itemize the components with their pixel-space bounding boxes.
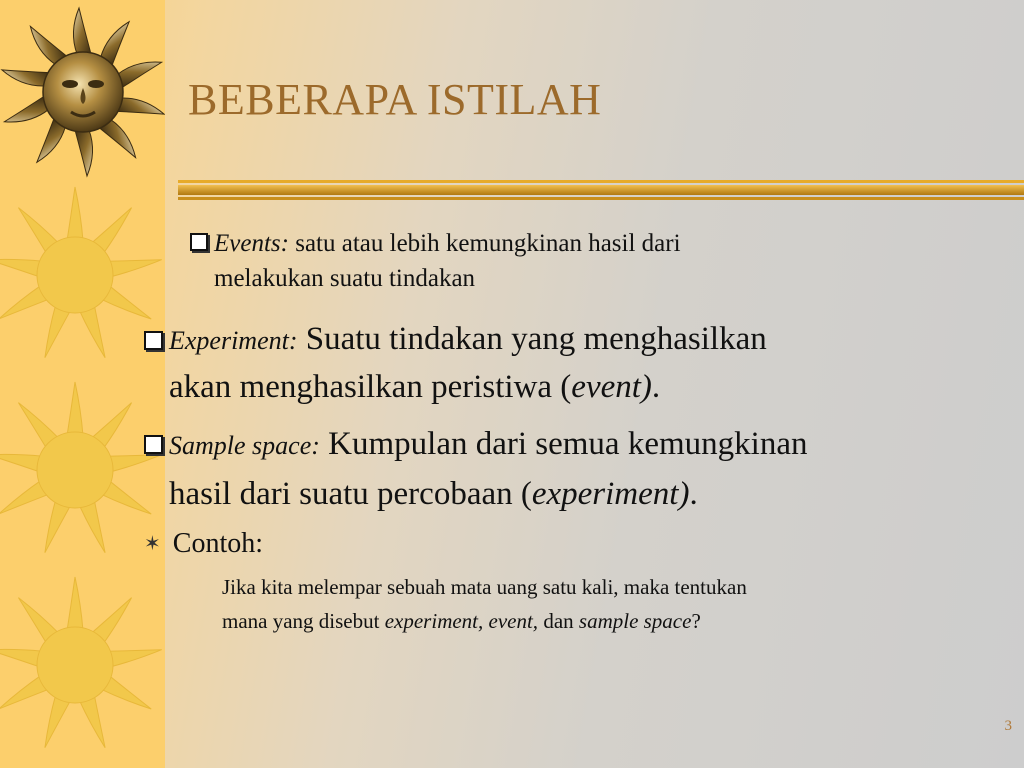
star-bullet-icon: ✶: [144, 533, 161, 555]
bullet-term: Events:: [214, 230, 289, 257]
bullet-text-end: .: [651, 369, 661, 405]
bullet-label: Contoh:: [172, 528, 263, 559]
example-line-1: Jika kita melempar sebuah mata uang satu kali, maka tentukan: [222, 575, 747, 599]
bullet-text: Suatu tindakan yang menghasilkan: [305, 321, 767, 357]
page-number: 3: [1004, 718, 1012, 734]
bullet-text-cont: akan menghasilkan peristiwa (: [169, 369, 572, 405]
bullet-text: Kumpulan dari semua kemungkinan: [328, 426, 808, 462]
bullet-term: Experiment:: [169, 326, 298, 355]
bullet-sample-space: [144, 420, 807, 518]
example-paragraph: [222, 570, 747, 638]
example-line-2: mana yang disebut: [222, 609, 385, 633]
bullet-text-italic: experiment): [531, 476, 690, 512]
slide-title: BEBERAPA ISTILAH: [188, 75, 602, 124]
example-connector: dan: [538, 609, 579, 633]
bullet-experiment: [144, 316, 767, 410]
bullet-term: Sample space:: [169, 431, 320, 460]
bullet-text: satu atau lebih kemungkinan hasil dari: [295, 230, 681, 257]
example-italic-2: sample space: [578, 609, 692, 633]
bullet-text-cont: hasil dari suatu percobaan (: [169, 476, 532, 512]
bullet-text-italic: event): [571, 369, 652, 405]
example-italic-1: experiment, event,: [384, 609, 539, 633]
checkbox-bullet-icon: [190, 233, 208, 251]
example-end: ?: [691, 609, 701, 633]
bullet-events: [190, 226, 681, 296]
checkbox-bullet-icon: [144, 331, 163, 350]
bullet-contoh: [144, 526, 263, 562]
checkbox-bullet-icon: [144, 435, 163, 454]
bullet-text-end: .: [689, 476, 698, 512]
bullet-text-cont: melakukan suatu tindakan: [214, 265, 476, 292]
